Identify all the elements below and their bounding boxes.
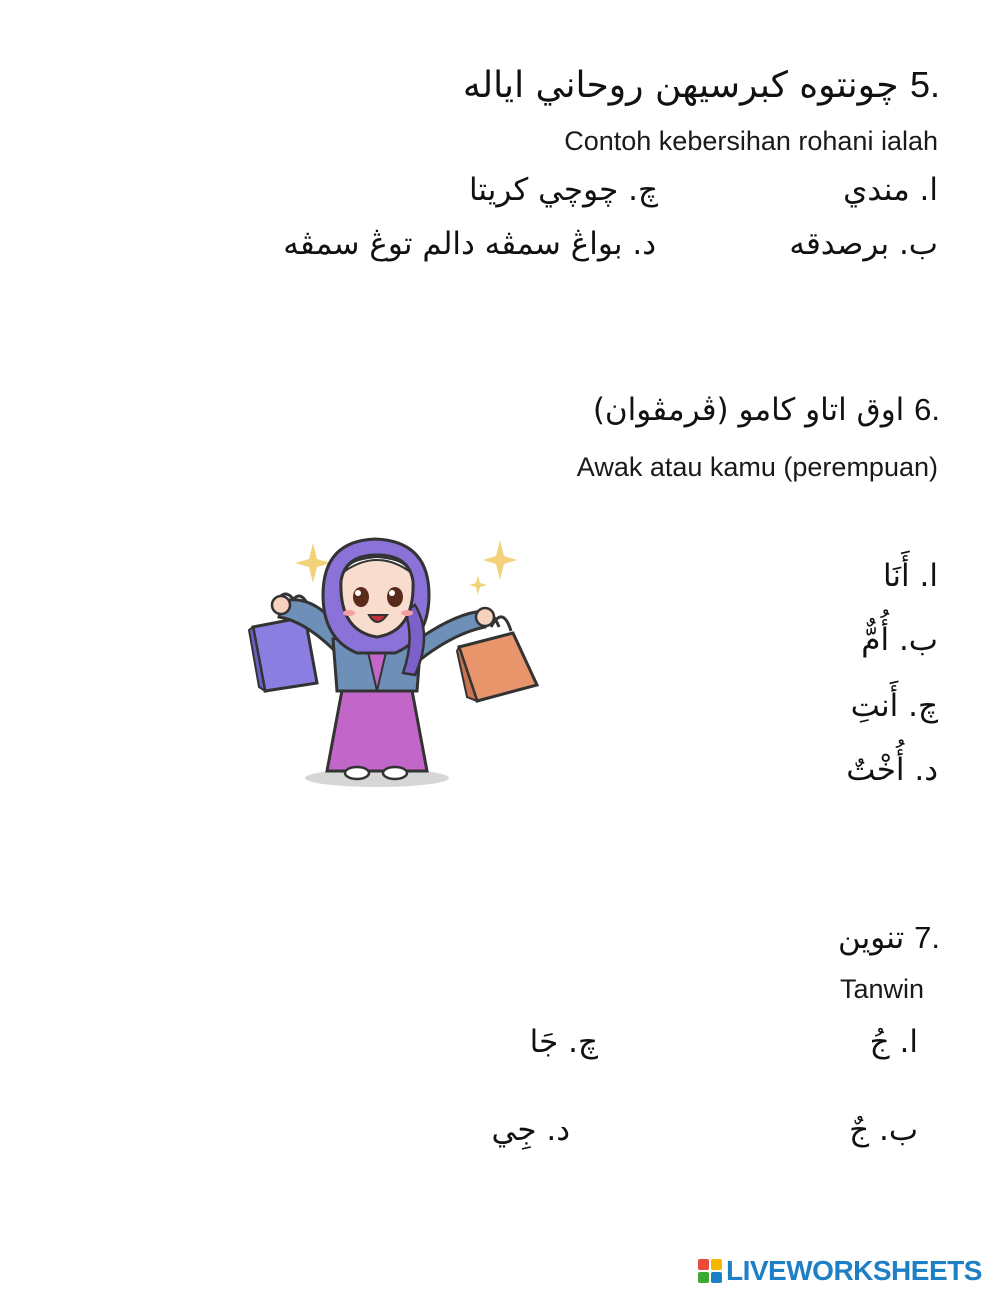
q5-question-latin: Contoh kebersihan rohani ialah bbox=[564, 126, 938, 156]
girl-shopping-illustration bbox=[245, 535, 550, 795]
q6-question-jawi: اوق اتاو کامو (ڤرمڤوان) bbox=[592, 392, 905, 428]
q7-option-d[interactable]: د. جِي bbox=[491, 1112, 570, 1148]
q5-number: 5. bbox=[909, 64, 940, 105]
q7-option-a[interactable]: ا. جُ bbox=[869, 1024, 918, 1060]
q6-option-b[interactable]: ب. أُمٌّ bbox=[861, 622, 938, 658]
q6-option-d[interactable]: د. أُخْتٌ bbox=[846, 752, 938, 788]
q7-heading bbox=[640, 920, 940, 956]
liveworksheets-logo-icon bbox=[698, 1259, 722, 1283]
q6-option-a[interactable]: ا. أَنَا bbox=[882, 558, 938, 594]
q5-option-a[interactable]: ا. مندي bbox=[843, 172, 938, 208]
q5-question-jawi: چونتوه کبرسيهن روحاني اياله bbox=[462, 65, 899, 106]
q5-option-c[interactable]: چ. چوچي کريتا bbox=[468, 172, 658, 208]
q6-heading bbox=[440, 392, 940, 428]
q6-option-c[interactable]: چ. أَنتِ bbox=[850, 688, 938, 724]
brand-name: LIVEWORKSHEETS bbox=[726, 1255, 982, 1286]
q6-question-latin: Awak atau kamu (perempuan) bbox=[576, 452, 938, 482]
q5-option-b[interactable]: ب. برصدقه bbox=[789, 226, 938, 262]
q7-option-b[interactable]: ب. جٌ bbox=[849, 1112, 918, 1148]
liveworksheets-logo bbox=[698, 1255, 982, 1287]
q6-number: 6. bbox=[914, 392, 940, 427]
q7-question-latin: Tanwin bbox=[839, 974, 924, 1004]
q7-number: 7. bbox=[914, 920, 940, 955]
q7-question-jawi: تنوين bbox=[838, 920, 905, 956]
q7-option-c[interactable]: چ. جَا bbox=[529, 1024, 598, 1060]
q5-heading bbox=[340, 64, 940, 106]
q5-option-d[interactable]: د. بواڠ سمڤه دالم توڠ سمڤه bbox=[283, 226, 656, 262]
